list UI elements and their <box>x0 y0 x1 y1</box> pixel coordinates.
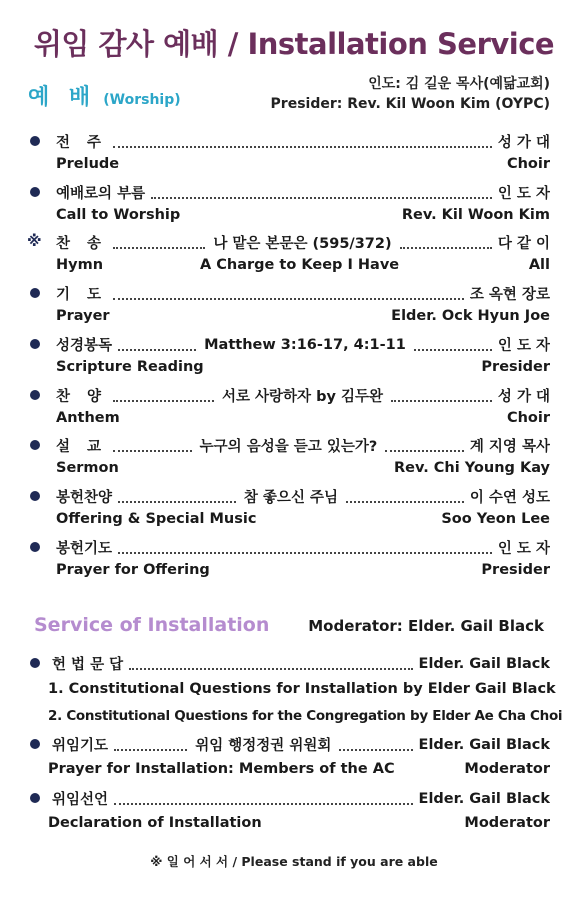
leader-dots <box>339 749 412 751</box>
bullet-icon <box>30 136 40 146</box>
leader-dots <box>400 247 492 249</box>
item-name-korean: 위임선언 <box>52 792 109 808</box>
item-leader-english: Moderator <box>464 761 550 777</box>
item-name-english: Call to Worship <box>56 207 181 223</box>
item-leader-korean: 성 가 대 <box>497 135 550 151</box>
bullet-icon <box>30 658 40 668</box>
item-name-korean: 위임기도 <box>52 738 109 754</box>
bullet-icon <box>30 187 40 197</box>
worship-item-english <box>0 460 588 482</box>
item-leader-english: Presider <box>481 359 550 375</box>
bullet-icon <box>30 739 40 749</box>
item-leader-korean: 인 도 자 <box>497 338 550 354</box>
leader-dots <box>118 501 236 503</box>
worship-heading <box>28 80 181 111</box>
worship-item-english <box>0 156 588 178</box>
leader-dots <box>385 450 464 452</box>
worship-item <box>0 334 588 356</box>
item-leader-english: Moderator <box>464 815 550 831</box>
item-leader-english: Choir <box>506 156 550 172</box>
item-name-korean: 봉헌찬양 <box>56 490 113 506</box>
item-leader-korean: 다 같 이 <box>497 236 550 252</box>
worship-item-english <box>0 511 588 533</box>
leader-dots <box>113 450 192 452</box>
leader-dots <box>118 552 492 554</box>
item-name-english: Scripture Reading <box>56 359 204 375</box>
item-name-english: Prelude <box>56 156 120 172</box>
item-name-english: Prayer for Offering <box>56 562 210 578</box>
item-leader-english: Rev. Chi Young Kay <box>393 460 550 476</box>
leader-dots <box>114 749 187 751</box>
item-name-korean: 기 도 <box>56 287 108 303</box>
item-leader-english: Choir <box>506 410 550 426</box>
item-name-english: Hymn <box>56 257 104 273</box>
item-name-korean: 찬 송 <box>56 236 108 252</box>
worship-item <box>0 486 588 508</box>
item-detail-korean: 참 좋으신 주님 <box>243 490 339 506</box>
item-detail-korean: 서로 사랑하자 by 김두완 <box>221 389 383 405</box>
item-leader-korean: 인 도 자 <box>497 541 550 557</box>
item-leader-korean: 이 수연 성도 <box>469 490 550 506</box>
bullet-icon <box>30 390 40 400</box>
item-name-english: Anthem <box>56 410 120 426</box>
installation-item <box>0 788 588 810</box>
item-detail-korean: 나 맡은 본문은 (595/372) <box>213 236 392 252</box>
item-detail-korean: Matthew 3:16-17, 4:1-11 <box>204 336 406 353</box>
installation-heading: Service of Installation <box>34 614 270 636</box>
installation-item <box>0 734 588 756</box>
item-leader-english: Presider <box>481 562 550 578</box>
item-detail-korean: 누구의 음성을 듣고 있는가? <box>199 439 378 455</box>
installation-item-english <box>0 815 588 837</box>
item-leader-english: All <box>528 257 550 273</box>
item-name-english: Prayer for Installation: Members of the AC <box>48 761 395 777</box>
worship-item <box>0 385 588 407</box>
worship-item-english <box>0 562 588 584</box>
worship-item-english <box>0 207 588 229</box>
leader-dots <box>151 197 492 199</box>
item-leader: Elder. Gail Black <box>418 736 550 753</box>
item-leader-korean: 인 도 자 <box>497 186 550 202</box>
bullet-icon <box>30 288 40 298</box>
bullet-icon <box>30 339 40 349</box>
item-name-english: Prayer <box>56 308 110 324</box>
item-leader-korean: 계 지영 목사 <box>469 439 550 455</box>
worship-item-english <box>0 410 588 432</box>
item-detail-korean: 위임 행정정권 위원회 <box>195 738 332 754</box>
bullet-icon <box>30 793 40 803</box>
leader-dots <box>414 349 492 351</box>
item-name-english: Offering & Special Music <box>56 511 257 527</box>
leader-dots <box>129 668 412 670</box>
leader-dots <box>346 501 464 503</box>
installation-item <box>0 653 588 675</box>
worship-item <box>0 182 588 204</box>
worship-heading-english: (Worship) <box>103 92 181 108</box>
bullet-icon <box>30 440 40 450</box>
worship-item <box>0 131 588 153</box>
item-name-korean: 설 교 <box>56 439 108 455</box>
leader-dots <box>391 400 492 402</box>
presider-korean: 인도: 김 길운 목사(예닮교회) <box>368 76 550 92</box>
worship-item-english <box>0 359 588 381</box>
constitutional-question: 2. Constitutional Questions for the Congregation by Elder Ae Cha Choi <box>48 708 563 724</box>
leader-dots <box>118 349 196 351</box>
stand-note: ※ 일 어 서 서 / Please stand if you are able <box>150 854 438 869</box>
item-leader-english: Soo Yeon Lee <box>441 511 550 527</box>
worship-item <box>0 283 588 305</box>
item-name-korean: 전 주 <box>56 135 108 151</box>
worship-item-english <box>0 308 588 330</box>
leader-dots <box>113 298 464 300</box>
worship-item <box>0 537 588 559</box>
constitutional-question: 1. Constitutional Questions for Installation by Elder Gail Black <box>48 681 556 697</box>
worship-item <box>0 435 588 457</box>
leader-dots <box>113 146 492 148</box>
item-leader-english: Elder. Ock Hyun Joe <box>391 308 550 324</box>
item-leader-korean: 성 가 대 <box>497 389 550 405</box>
item-detail-english: A Charge to Keep I Have <box>200 257 400 273</box>
item-name-english: Sermon <box>56 460 119 476</box>
item-name-english: Declaration of Installation <box>48 815 262 831</box>
item-name-korean: 헌 법 문 답 <box>52 657 124 673</box>
installation-item-english <box>0 761 588 783</box>
item-leader-korean: 조 옥현 장로 <box>469 287 550 303</box>
worship-heading-korean: 예 배 <box>28 85 97 110</box>
item-name-korean: 예배로의 부름 <box>56 186 146 202</box>
item-leader-english: Rev. Kil Woon Kim <box>401 207 550 223</box>
page-title: 위임 감사 예배 / Installation Service <box>33 27 555 61</box>
stand-mark-icon: ※ <box>27 232 42 250</box>
presider-english: Presider: Rev. Kil Woon Kim (OYPC) <box>270 96 550 112</box>
item-leader: Elder. Gail Black <box>418 790 550 807</box>
item-name-korean: 찬 양 <box>56 389 108 405</box>
worship-item-english <box>0 257 588 279</box>
leader-dots <box>113 400 214 402</box>
installation-moderator: Moderator: Elder. Gail Black <box>308 617 544 635</box>
leader-dots <box>114 803 413 805</box>
bullet-icon <box>30 491 40 501</box>
worship-item <box>0 232 588 254</box>
item-name-korean: 성경봉독 <box>56 338 113 354</box>
bullet-icon <box>30 542 40 552</box>
leader-dots <box>113 247 205 249</box>
item-leader: Elder. Gail Black <box>418 655 550 672</box>
item-name-korean: 봉헌기도 <box>56 541 113 557</box>
